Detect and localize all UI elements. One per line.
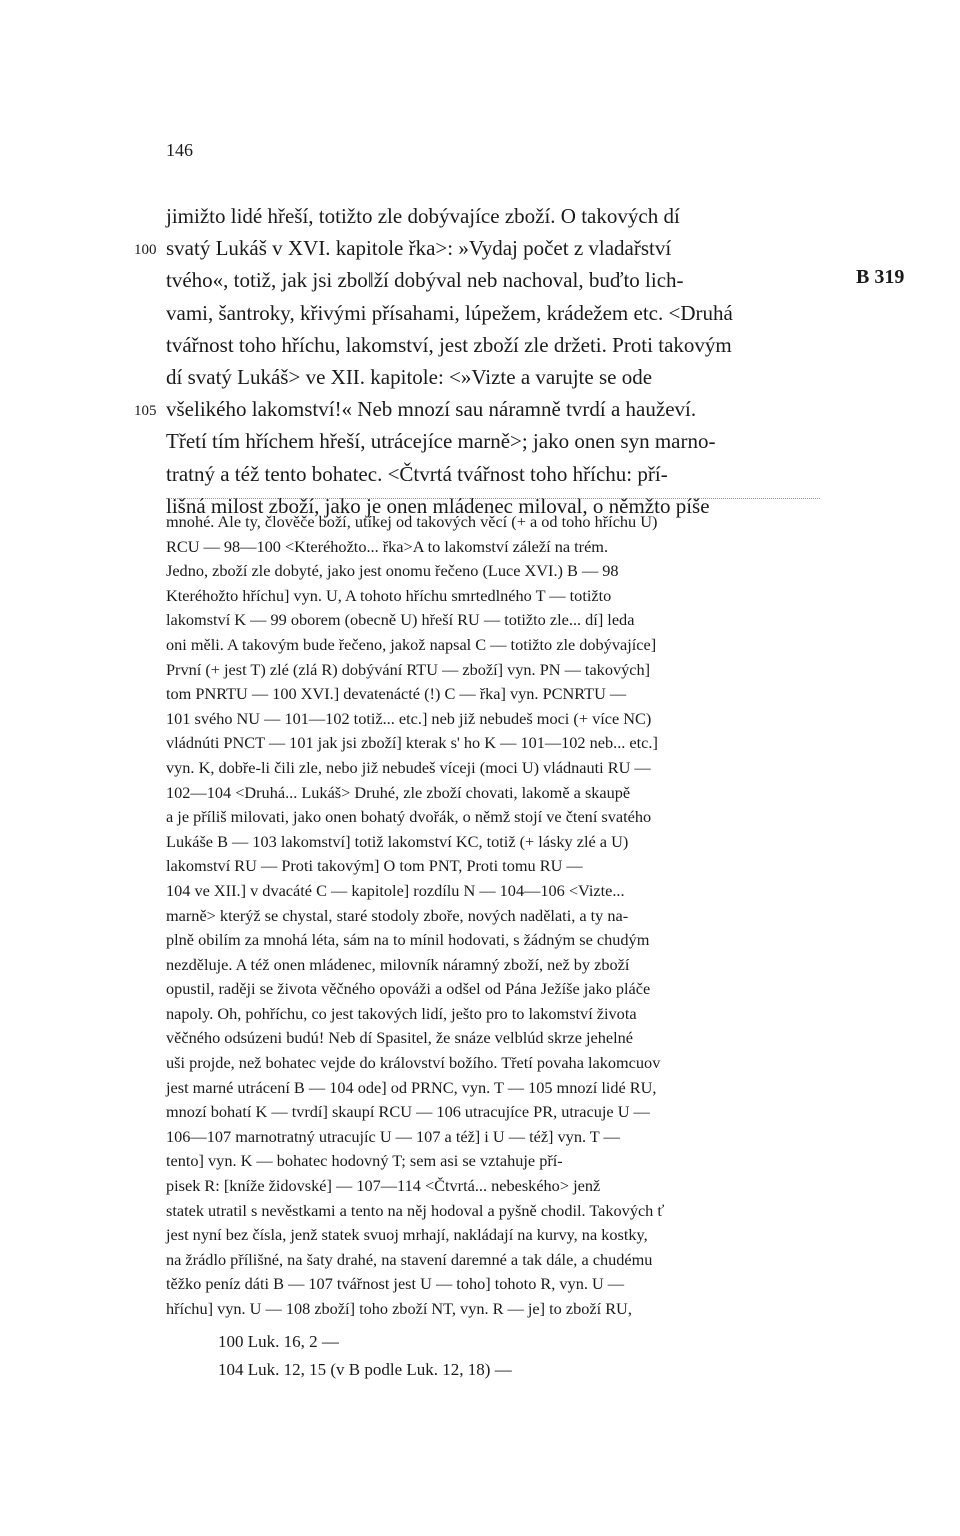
apparatus-line: RCU — 98—100 <Kteréhožto... řka>A to lakomství záleží na trém. — [166, 536, 609, 556]
apparatus-line: Kteréhožto hříchu] vyn. U, A tohoto hříchu smrtedlného T — totižto — [166, 585, 612, 605]
margin-reference: B 319 — [856, 266, 905, 288]
apparatus-line: opustil, raději se života věčného opováži a odšel od Pána Ježíše jako pláče — [166, 979, 651, 999]
apparatus-line: 101 svého NU — 101—102 totiž... etc.] neb již nebudeš moci (+ více NC) — [166, 708, 652, 728]
footnotes — [218, 1328, 512, 1384]
apparatus-line: 104 ve XII.] v dvacáté C — kapitole] rozdílu N — 104—106 <Vizte... — [166, 880, 625, 900]
apparatus-line: Lukáše B — 103 lakomství] totiž lakomství KC, totiž (+ lásky zlé a U) — [166, 831, 629, 851]
apparatus-line: tento] vyn. K — bohatec hodovný T; sem asi se vztahuje pří- — [166, 1151, 563, 1171]
divider — [166, 498, 820, 499]
line-text: dí svatý Lukáš> ve XII. kapitole: <»Vizte a varujte se ode — [166, 364, 653, 389]
line-number: 100 — [134, 242, 157, 259]
main-text-block — [134, 200, 822, 522]
main-text-line — [134, 393, 822, 425]
apparatus-line: uši projde, než bohatec vejde do království božího. Třetí povaha lakomcuov — [166, 1053, 661, 1073]
line-text: vami, šantroky, křivými přísahami, lúpežem, krádežem etc. <Druhá — [166, 300, 733, 325]
apparatus-line: hříchu] vyn. U — 108 zboží] toho zboží NT, vyn. R — je] to zboží RU, — [166, 1299, 632, 1318]
apparatus-line: jest nyní bez čísla, jenž statek svuoj mrhají, nakládají na kurvy, na kostky, — [166, 1225, 648, 1245]
apparatus-line: marně> kterýž se chystal, staré stodoly zboře, nových nadělati, a ty na- — [166, 905, 629, 925]
line-text: svatý Lukáš v XVI. kapitole řka>: »Vydaj počet z vladařství — [166, 236, 672, 261]
apparatus-line: na žrádlo přílišné, na šaty drahé, na stavení daremné a tak dále, a chudému — [166, 1249, 653, 1269]
line-text: všelikého lakomství!« Neb mnozí sau náramně tvrdí a hauževí. — [166, 397, 697, 422]
line-text: tvářnost toho hříchu, lakomství, jest zboží zle držeti. Proti takovým — [166, 332, 732, 357]
apparatus-line: těžko peníz dáti B — 107 tvářnost jest U — toho] tohoto R, vyn. U — — [166, 1274, 625, 1294]
apparatus-line: pisek R: [kníže židovské] — 107—114 <Čtvrtá... nebeského> jenž — [166, 1176, 601, 1196]
main-text-line — [134, 232, 822, 264]
line-text: jimižto lidé hřeší, totižto zle dobývajíce zboží. O takových dí — [166, 204, 680, 228]
apparatus-line: věčného odsúzeni budú! Neb dí Spasitel, že snáze velblúd skrze jehelné — [166, 1028, 634, 1048]
apparatus-line: plně obilím za mnohá léta, sám na to mínil hodovati, s žádným se chudým — [166, 930, 650, 950]
apparatus-line: Jedno, zboží zle dobyté, jako jest onomu řečeno (Luce XVI.) B — 98 — [166, 561, 619, 581]
apparatus-line: jest marné utrácení B — 104 ode] od PRNC, vyn. T — 105 mnozí lidé RU, — [166, 1077, 657, 1097]
line-text: lišná milost zboží, jako je onen mládenec miloval, o němžto píše — [166, 493, 710, 518]
footnote-line: 100 Luk. 16, 2 — — [218, 1332, 339, 1351]
apparatus-line: statek utratil s nevěstkami a tento na něj hodoval a pyšně chodil. Takových ť — [166, 1200, 665, 1220]
main-text-line — [166, 458, 822, 490]
main-text-line — [166, 264, 822, 296]
main-text-line — [166, 297, 822, 329]
apparatus-line: oni měli. A takovým bude řečeno, jakož napsal C — totižto zle dobývajíce] — [166, 634, 657, 654]
line-text: tratný a též tento bohatec. <Čtvrtá tvářnost toho hříchu: pří- — [166, 461, 668, 486]
apparatus-line: a je příliš milovati, jako onen bohatý dvořák, o němž stojí ve čtení svatého — [166, 807, 652, 827]
line-text: Třetí tím hříchem hřeší, utrácejíce marně>; jako onen syn marno- — [166, 429, 716, 454]
apparatus-line: mnohé. Ale ty, člověče boží, utíkej od takových věcí (+ a od toho hříchu U) — [166, 512, 658, 531]
apparatus-line: tom PNRTU — 100 XVI.] devatenácté (!) C — řka] vyn. PCNRTU — — [166, 684, 627, 704]
apparatus-line: 106—107 marnotratný utracujíc U — 107 a též] i U — též] vyn. T — — [166, 1126, 620, 1146]
line-text: tvého«, totiž, jak jsi zbo‖ží dobýval neb nachoval, buďto lich- — [166, 268, 684, 293]
main-text-line — [166, 200, 822, 232]
main-text-line — [166, 425, 822, 457]
apparatus-line: mnozí bohatí K — tvrdí] skaupí RCU — 106 utracujíce PR, utracuje U — — [166, 1102, 650, 1122]
main-text-line — [166, 361, 822, 393]
critical-apparatus — [166, 510, 822, 1322]
apparatus-line: vyn. K, dobře-li čili zle, nebo již nebudeš víceji (moci U) vládnauti RU — — [166, 757, 651, 777]
apparatus-line: První (+ jest T) zlé (zlá R) dobývání RTU — zboží] vyn. PN — takových] — [166, 659, 651, 679]
apparatus-line: lakomství K — 99 oborem (obecně U) hřeší RU — totižto zle... dí] leda — [166, 610, 635, 630]
apparatus-line: napoly. Oh, pohříchu, co jest takových lidí, ješto pro to lakomství života — [166, 1003, 637, 1023]
footnote-line: 104 Luk. 12, 15 (v B podle Luk. 12, 18) — — [218, 1360, 512, 1379]
apparatus-line: vládnúti PNCT — 101 jak jsi zboží] kterak s' ho K — 101—102 neb... etc.] — [166, 733, 658, 753]
apparatus-line: nezděluje. A též onen mládenec, milovník náramný zboží, než by zboží — [166, 954, 630, 974]
apparatus-line: 102—104 <Druhá... Lukáš> Druhé, zle zboží chovati, lakomě a skaupě — [166, 782, 631, 802]
main-text-line — [166, 329, 822, 361]
apparatus-line: lakomství RU — Proti takovým] O tom PNT, Proti tomu RU — — [166, 856, 583, 876]
line-number: 105 — [134, 403, 157, 420]
page-number: 146 — [166, 140, 193, 160]
